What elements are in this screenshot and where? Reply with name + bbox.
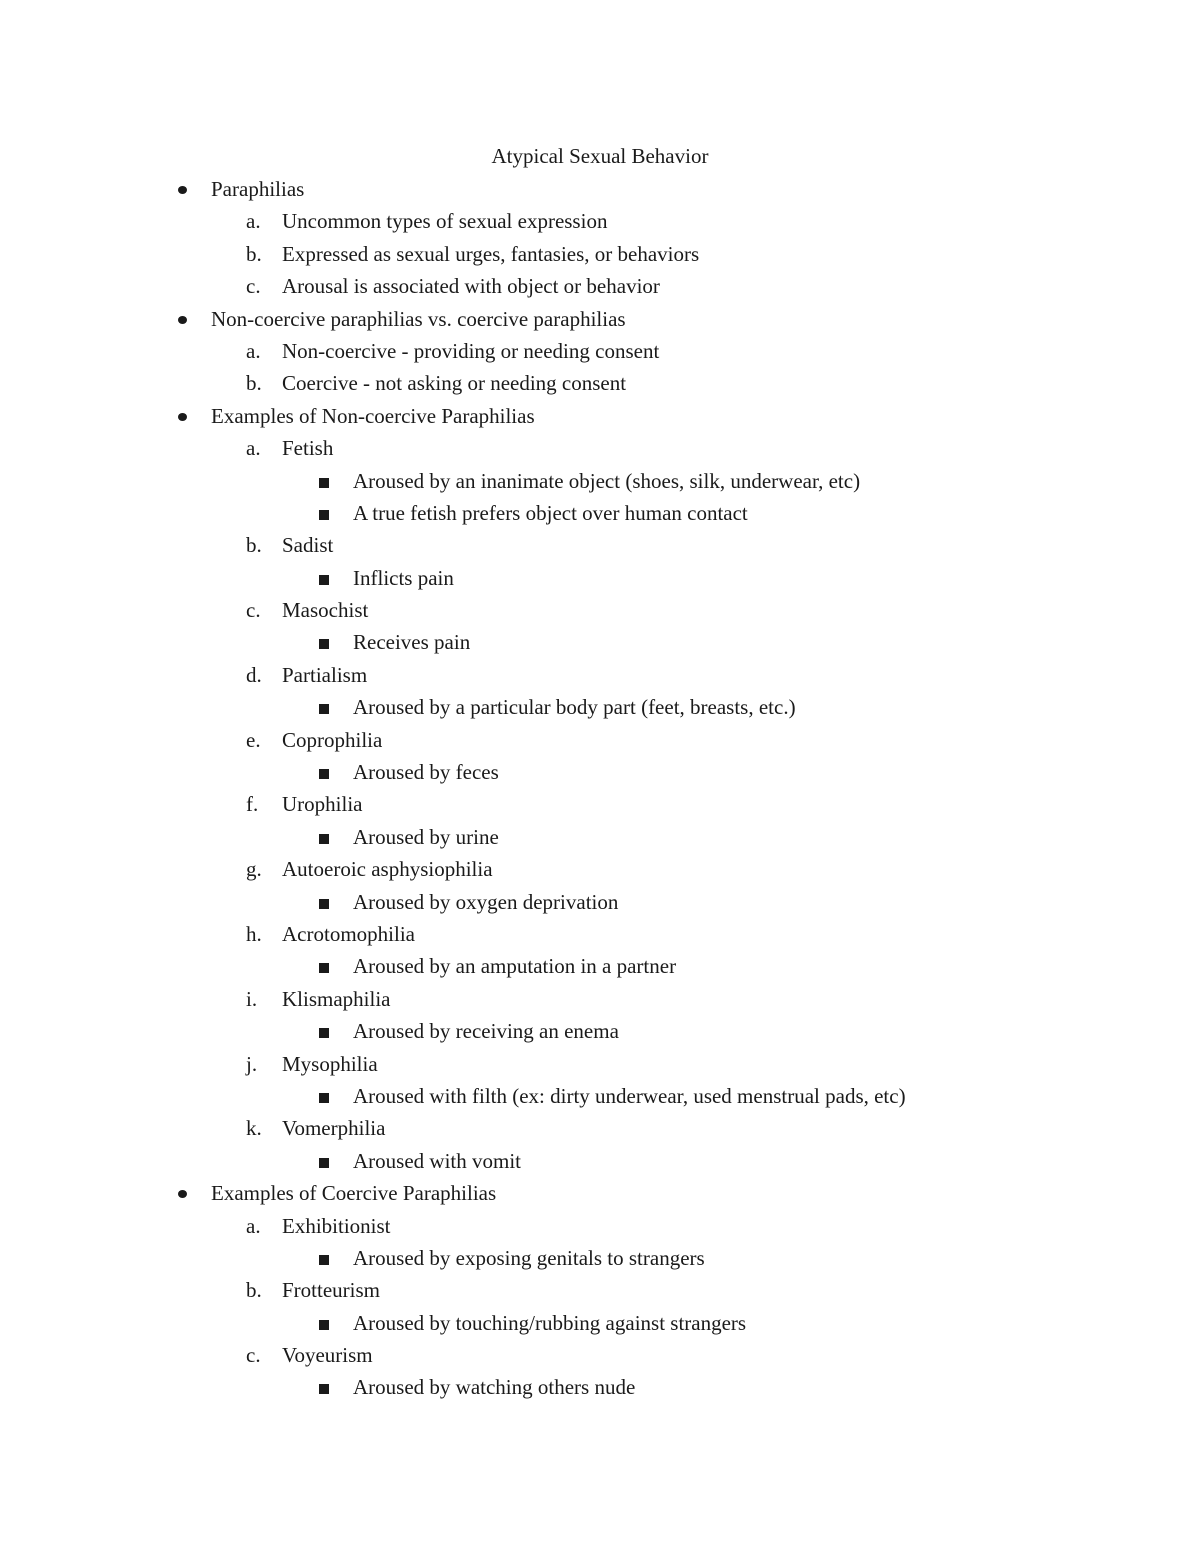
list-item-text: Frotteurism (282, 1278, 380, 1303)
outline-detail (0, 1308, 1200, 1340)
outline-subitem (0, 595, 1200, 627)
outline-detail (0, 757, 1200, 789)
outline-subitem (0, 789, 1200, 821)
outline-detail (0, 1372, 1200, 1404)
list-letter: b. (246, 533, 262, 558)
list-item-text: Aroused with vomit (353, 1148, 521, 1173)
list-letter: f. (246, 792, 259, 817)
list-item-text: Aroused by touching/rubbing against strangers (353, 1310, 747, 1335)
list-letter: h. (246, 921, 262, 946)
square-bullet-icon (319, 822, 329, 852)
list-item-text: Aroused by an inanimate object (shoes, silk, underwear, etc) (353, 468, 861, 493)
outline-heading (0, 1178, 1200, 1210)
outline-heading (0, 401, 1200, 433)
list-letter: a. (246, 209, 261, 234)
square-bullet-icon (319, 692, 329, 722)
list-letter: k. (246, 1116, 262, 1141)
square-bullet-icon (319, 627, 329, 657)
list-item-text: Mysophilia (282, 1051, 378, 1076)
outline-subitem (0, 1275, 1200, 1307)
outline-subitem (0, 206, 1200, 238)
list-letter: c. (246, 598, 261, 623)
list-item-text: Aroused by oxygen deprivation (353, 889, 619, 914)
square-bullet-icon (319, 1016, 329, 1046)
list-item-text: Coprophilia (282, 727, 383, 752)
list-letter: d. (246, 662, 262, 687)
bullet-icon (178, 1178, 188, 1208)
list-letter: g. (246, 857, 262, 882)
list-letter: a. (246, 1213, 261, 1238)
square-bullet-icon (319, 1146, 329, 1176)
list-item-text: Examples of Non-coercive Paraphilias (211, 403, 535, 428)
list-item-text: Aroused by exposing genitals to strangers (353, 1245, 705, 1270)
list-letter: b. (246, 1278, 262, 1303)
list-item-text: Uncommon types of sexual expression (282, 209, 608, 234)
outline-subitem (0, 984, 1200, 1016)
outline-subitem (0, 1340, 1200, 1372)
list-item-text: Expressed as sexual urges, fantasies, or behaviors (282, 241, 700, 266)
list-letter: a. (246, 436, 261, 461)
outline-subitem (0, 725, 1200, 757)
bullet-icon (178, 174, 188, 204)
square-bullet-icon (319, 887, 329, 917)
outline-detail (0, 1081, 1200, 1113)
outline-subitem (0, 1049, 1200, 1081)
outline-detail (0, 563, 1200, 595)
list-item-text: Aroused with filth (ex: dirty underwear, used menstrual pads, etc) (353, 1083, 906, 1108)
outline-subitem (0, 271, 1200, 303)
list-item-text: Arousal is associated with object or behavior (282, 274, 660, 299)
document-title: Atypical Sexual Behavior (491, 144, 709, 168)
list-letter: c. (246, 274, 261, 299)
outline-heading (0, 304, 1200, 336)
list-letter: b. (246, 241, 262, 266)
outline-detail (0, 1243, 1200, 1275)
list-item-text: Masochist (282, 598, 369, 623)
list-item-text: Inflicts pain (353, 565, 454, 590)
list-item-text: Non-coercive - providing or needing consent (282, 338, 660, 363)
list-item-text: Non-coercive paraphilias vs. coercive paraphilias (211, 306, 626, 331)
outline-subitem (0, 433, 1200, 465)
list-item-text: Receives pain (353, 630, 471, 655)
list-item-text: Aroused by feces (353, 760, 499, 785)
outline-detail (0, 466, 1200, 498)
outline-detail (0, 498, 1200, 530)
square-bullet-icon (319, 563, 329, 593)
list-item-text: Aroused by urine (353, 824, 499, 849)
list-item-text: Fetish (282, 436, 334, 461)
list-item-text: Aroused by watching others nude (353, 1375, 636, 1400)
outline-subitem (0, 239, 1200, 271)
list-letter: j. (246, 1051, 258, 1076)
square-bullet-icon (319, 757, 329, 787)
square-bullet-icon (319, 1308, 329, 1338)
list-item-text: Coercive - not asking or needing consent (282, 371, 627, 396)
outline-detail (0, 1016, 1200, 1048)
list-letter: e. (246, 727, 261, 752)
list-letter: c. (246, 1343, 261, 1368)
outline-detail (0, 822, 1200, 854)
bullet-icon (178, 304, 188, 334)
list-item-text: Aroused by an amputation in a partner (353, 954, 677, 979)
list-letter: b. (246, 371, 262, 396)
list-item-text: Vomerphilia (282, 1116, 386, 1141)
list-item-text: Autoeroic asphysiophilia (282, 857, 493, 882)
outline-subitem (0, 919, 1200, 951)
outline-subitem (0, 854, 1200, 886)
list-item-text: Klismaphilia (282, 986, 391, 1011)
list-item-text: A true fetish prefers object over human contact (353, 500, 748, 525)
outline-list (0, 174, 1200, 1405)
outline-subitem (0, 1211, 1200, 1243)
bullet-icon (178, 401, 188, 431)
list-item-text: Paraphilias (211, 177, 305, 201)
outline-detail (0, 692, 1200, 724)
list-letter: a. (246, 338, 261, 363)
square-bullet-icon (319, 1372, 329, 1402)
outline-subitem (0, 1113, 1200, 1145)
outline-detail (0, 627, 1200, 659)
outline-detail (0, 887, 1200, 919)
outline-detail (0, 1146, 1200, 1178)
list-item-text: Sadist (282, 533, 334, 558)
list-item-text: Examples of Coercive Paraphilias (211, 1181, 497, 1206)
square-bullet-icon (319, 951, 329, 981)
outline-subitem (0, 530, 1200, 562)
square-bullet-icon (319, 498, 329, 528)
square-bullet-icon (319, 466, 329, 496)
list-item-text: Urophilia (282, 792, 363, 817)
outline-subitem (0, 660, 1200, 692)
list-letter: i. (246, 986, 258, 1011)
list-item-text: Aroused by a particular body part (feet, breasts, etc.) (353, 695, 796, 720)
outline-detail (0, 951, 1200, 983)
list-item-text: Voyeurism (282, 1343, 373, 1368)
outline-subitem (0, 368, 1200, 400)
outline-heading (0, 174, 1200, 206)
square-bullet-icon (319, 1081, 329, 1111)
list-item-text: Aroused by receiving an enema (353, 1019, 619, 1044)
list-item-text: Partialism (282, 662, 368, 687)
list-item-text: Exhibitionist (282, 1213, 391, 1238)
list-item-text: Acrotomophilia (282, 921, 415, 946)
outline-subitem (0, 336, 1200, 368)
square-bullet-icon (319, 1243, 329, 1273)
